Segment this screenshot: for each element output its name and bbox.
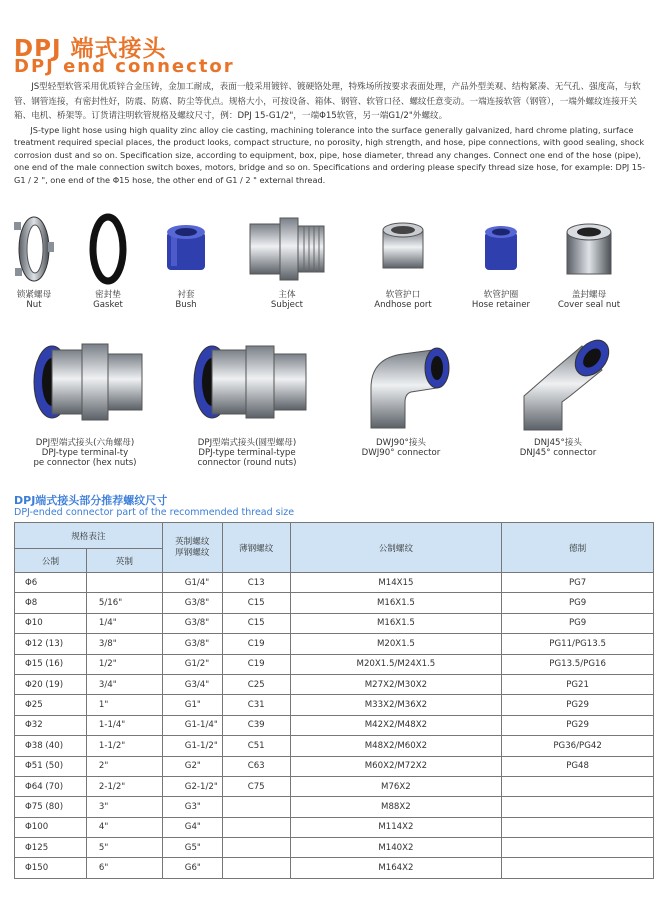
table-cell: Φ20 (19) [15,674,87,694]
parts-row [0,212,665,322]
table-cell: Φ8 [15,593,87,613]
table-cell: PG9 [502,613,654,633]
part-nut [8,212,60,310]
table-cell: 3/8" [86,634,162,654]
product-round-nut-en1: DPJ-type terminal-type [198,448,296,458]
table-cell: 1" [86,695,162,715]
product-elbow-45-cn: DNJ45°接头 [533,438,582,448]
table-cell [502,797,654,817]
table-cell: M14X15 [290,573,502,593]
table-cell: PG7 [502,573,654,593]
table-cell: G3" [162,797,222,817]
part-subject-cn: 主体 [278,290,296,300]
body-icon [244,212,330,286]
table-cell [222,858,290,878]
table-cell: M27X2/M30X2 [290,674,502,694]
table-cell [222,838,290,858]
lock-nut-icon [12,212,56,286]
table-cell: C19 [222,634,290,654]
table-row [15,756,654,776]
part-hose-retainer-en: Hose retainer [471,300,531,310]
table-cell: 6" [86,858,162,878]
part-subject [240,212,334,310]
table-row [15,817,654,837]
header-thin-thread: 薄钢螺纹 [222,523,290,573]
table-row [15,654,654,674]
table-cell [502,838,654,858]
table-cell: PG11/PG13.5 [502,634,654,654]
table-cell: 3" [86,797,162,817]
table-cell: C75 [222,776,290,796]
table-cell: PG13.5/PG16 [502,654,654,674]
table-cell: M20X1.5 [290,634,502,654]
table-cell: 5/16" [86,593,162,613]
hose-port-icon [375,212,431,286]
table-cell: 1-1/4" [86,715,162,735]
table-cell: C39 [222,715,290,735]
product-round-nut [172,332,322,468]
table-cell: G5" [162,838,222,858]
table-cell: M140X2 [290,838,502,858]
table-cell: Φ75 (80) [15,797,87,817]
table-cell: C15 [222,613,290,633]
table-cell [502,817,654,837]
product-hex-nut-en2: pe connector (hex nuts) [33,458,137,468]
intro-cn: JS型轻型软管采用优质锌合金压铸，金加工耐成，表面一般采用镀锌、镀硬铬处理，特殊场所按要求表面处理，产品外型美观、结构紧凑、无气孔、强度高，与软管、钢管连接，有密封性好，防震、防腐、防尘等优点。规格大小，可按设备、箱体、钢管、软管口径、螺纹任意变动。一端连接软管（钢管），一端外螺纹连接开关箱、电机、桥架等。订货请注明软管规格及螺纹尺寸，例：DPJ 15-G1/2"，一端Φ15软管，另一端G1/2"外螺纹。 [14,82,641,121]
part-gasket-cn: 密封垫 [95,290,121,300]
table-cell: Φ10 [15,613,87,633]
table-cell: G1/4" [162,573,222,593]
table-cell [86,573,162,593]
table-cell: Φ6 [15,573,87,593]
part-gasket-en: Gasket [93,300,123,310]
table-cell: 1/2" [86,654,162,674]
table-cell: M60X2/M72X2 [290,756,502,776]
table-cell: M164X2 [290,858,502,878]
table-cell: G4" [162,817,222,837]
table-title-cn: DPJ端式接头部分推荐螺纹尺寸 [14,494,168,507]
table-cell: Φ38 (40) [15,736,87,756]
table-cell: G1-1/2" [162,736,222,756]
table-cell: C19 [222,654,290,674]
intro-text [14,80,648,186]
part-subject-en: Subject [270,300,304,310]
table-cell: M42X2/M48X2 [290,715,502,735]
table-cell: PG48 [502,756,654,776]
product-round-nut-en2: connector (round nuts) [197,458,297,468]
table-cell: C13 [222,573,290,593]
table-cell [222,797,290,817]
hose-retainer-icon [479,212,523,286]
part-nut-en: Nut [26,300,42,310]
product-hex-nut-en1: DPJ-type terminal-ty [41,448,129,458]
table-cell [502,858,654,878]
product-elbow-90-cn: DWJ90°接头 [375,438,427,448]
table-cell: PG9 [502,593,654,613]
table-cell: PG29 [502,695,654,715]
table-cell: M76X2 [290,776,502,796]
table-cell: 5" [86,838,162,858]
table-cell: Φ32 [15,715,87,735]
product-elbow-90 [336,332,466,458]
table-cell: PG29 [502,715,654,735]
page-title-cn: DPJ 端式接头 [14,36,167,62]
table-cell: M33X2/M36X2 [290,695,502,715]
table-cell: 4" [86,817,162,837]
table-cell: M48X2/M60X2 [290,736,502,756]
table-cell: G3/8" [162,634,222,654]
cover-nut-icon [559,212,619,286]
table-cell: Φ125 [15,838,87,858]
table-title-en: DPJ-ended connector part of the recommended thread size [14,507,295,518]
header-german: 德制 [502,523,654,573]
table-row [15,838,654,858]
table-cell: PG36/PG42 [502,736,654,756]
table-cell: G6" [162,858,222,878]
header-en-thread: 英制螺纹 厚钢螺纹 [162,523,222,573]
part-hose-port-cn: 软管护口 [385,290,421,300]
header-metric-thread: 公制螺纹 [290,523,502,573]
part-hose-retainer [468,212,534,310]
elbow-45-connector-icon [498,332,618,434]
part-hose-retainer-cn: 软管护圈 [483,290,519,300]
table-row [15,695,654,715]
table-cell: Φ25 [15,695,87,715]
table-cell: G1/2" [162,654,222,674]
table-row [15,634,654,654]
header-imperial: 英制 [86,549,162,573]
table-cell: PG21 [502,674,654,694]
product-hex-nut [10,332,160,468]
round-nut-connector-icon [182,332,312,434]
thread-size-table [14,522,654,879]
part-bush [158,212,214,310]
product-elbow-45 [488,332,628,458]
part-nut-cn: 锁紧螺母 [16,290,52,300]
gasket-icon [86,212,130,286]
table-cell: M20X1.5/M24X1.5 [290,654,502,674]
table-cell: G2" [162,756,222,776]
table-cell: G3/4" [162,674,222,694]
table-cell: 2" [86,756,162,776]
page-title-en: DPJ end connector [14,56,235,77]
table-row [15,613,654,633]
table-row [15,776,654,796]
part-cover-nut-en: Cover seal nut [557,300,621,310]
part-hose-port [368,212,438,310]
product-elbow-90-en1: DWJ90° connector [361,448,441,458]
table-cell: G1" [162,695,222,715]
table-cell: G3/8" [162,593,222,613]
intro-en: JS-type light hose using high quality zinc alloy cie casting, machining tolerance into the surface generally galvanized, hard chrome plating, surface treatment required special places, the product looks, compact structure, no porosity, high strength, and hose, pipe connections, with good sealing, shock corrosion dust and so on. Specification size, according to equipment, box, pipe, hose diameter, thread any changes. Connect one end of the hose (pipe), one end of the male connection switch boxes, motors, bridge and so on. Specifications and ordering please specify thread size hose, for example: DPJ 15-G1 / 2 ", one end of the Φ15 hose, the other end of G1 / 2 " external thread. [14,124,646,185]
bush-icon [161,212,211,286]
table-cell: M16X1.5 [290,613,502,633]
table-row [15,736,654,756]
table-cell: G1-1/4" [162,715,222,735]
products-row [0,332,665,482]
table-cell [222,817,290,837]
part-bush-en: Bush [175,300,197,310]
table-cell: G2-1/2" [162,776,222,796]
product-elbow-45-en1: DNJ45° connector [519,448,597,458]
table-cell: M16X1.5 [290,593,502,613]
table-cell: M114X2 [290,817,502,837]
table-cell: M88X2 [290,797,502,817]
header-spec: 规格表注 [15,523,163,549]
table-row [15,797,654,817]
table-cell: Φ150 [15,858,87,878]
table-cell: 3/4" [86,674,162,694]
table-cell: C25 [222,674,290,694]
table-cell: 2-1/2" [86,776,162,796]
part-bush-cn: 衬套 [177,290,195,300]
table-row [15,674,654,694]
table-cell: C15 [222,593,290,613]
table-cell: Φ15 (16) [15,654,87,674]
table-row [15,573,654,593]
part-hose-port-en: Andhose port [374,300,432,310]
hex-nut-connector-icon [20,332,150,434]
part-cover-nut-cn: 盖封螺母 [571,290,607,300]
table-cell: C51 [222,736,290,756]
table-cell: G3/8" [162,613,222,633]
elbow-90-connector-icon [341,332,461,434]
table-row [15,593,654,613]
part-gasket [78,212,138,310]
header-metric: 公制 [15,549,87,573]
table-cell: Φ51 (50) [15,756,87,776]
table-cell: C63 [222,756,290,776]
table-cell: Φ100 [15,817,87,837]
table-cell: Φ64 (70) [15,776,87,796]
product-hex-nut-cn: DPJ型端式接头(六角螺母) [35,438,135,448]
table-cell: 1-1/2" [86,736,162,756]
table-row [15,715,654,735]
table-cell: Φ12 (13) [15,634,87,654]
table-cell: C31 [222,695,290,715]
part-cover-nut [554,212,624,310]
table-row [15,858,654,878]
table-cell [502,776,654,796]
product-round-nut-cn: DPJ型端式接头(圆型螺母) [197,438,297,448]
table-cell: 1/4" [86,613,162,633]
